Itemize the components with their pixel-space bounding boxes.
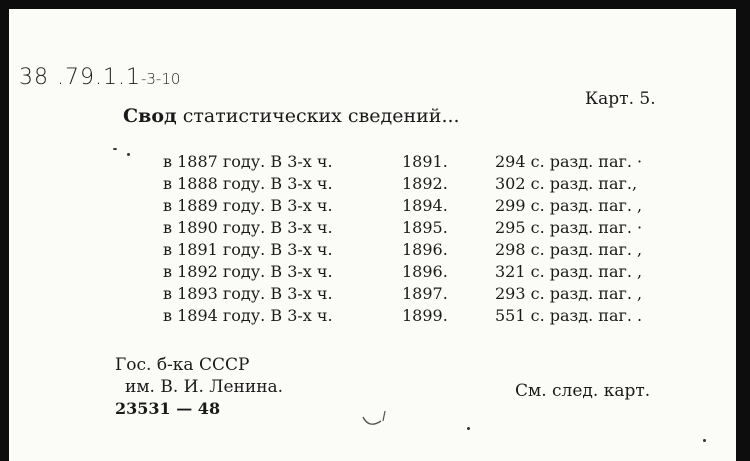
catalog-card: [9, 9, 736, 461]
volume-pages: 551 с. разд. паг. .: [495, 306, 643, 325]
volume-desc: в 1894 году. В 3-х ч.: [163, 306, 333, 325]
library-named-after: им. В. И. Ленина.: [125, 377, 284, 397]
volume-year: 1896.: [402, 262, 448, 281]
volume-desc: в 1888 году. В 3-х ч.: [163, 174, 333, 193]
scan-border-top: [0, 0, 728, 9]
volume-pages: 293 с. разд. паг. ,: [495, 284, 643, 303]
volume-year: 1899.: [402, 306, 448, 325]
scan-speck: [127, 153, 130, 156]
call-number: [19, 65, 180, 90]
volume-desc: в 1889 году. В 3-х ч.: [163, 196, 333, 215]
volume-year: 1895.: [402, 218, 448, 237]
volume-row: [9, 284, 749, 306]
scan-speck: [467, 427, 470, 430]
volume-pages: 299 с. разд. паг. ,: [495, 196, 643, 215]
title-rest: статистических сведений...: [182, 105, 460, 127]
see-next-card: См. след. карт.: [515, 381, 651, 401]
call-number-main: 38 .79.1.1: [19, 65, 141, 90]
volume-desc: в 1893 году. В 3-х ч.: [163, 284, 333, 303]
volume-year: 1892.: [402, 174, 448, 193]
volume-row: [9, 306, 749, 328]
volume-row: [9, 152, 749, 174]
volume-year: 1897.: [402, 284, 448, 303]
scan-speck: [703, 439, 706, 442]
volume-desc: в 1892 году. В 3-х ч.: [163, 262, 333, 281]
card-number: Карт. 5.: [585, 89, 656, 109]
volume-pages: 294 с. разд. паг. ·: [495, 152, 643, 171]
scan-border-left: [0, 0, 9, 461]
volume-row: [9, 218, 749, 240]
volume-row: [9, 174, 749, 196]
volume-desc: в 1891 году. В 3-х ч.: [163, 240, 333, 259]
library-name: Гос. б-ка СССР: [115, 355, 250, 375]
volume-pages: 298 с. разд. паг. ,: [495, 240, 643, 259]
volume-row: [9, 240, 749, 262]
volume-pages: 295 с. разд. паг. ·: [495, 218, 643, 237]
volume-pages: 302 с. разд. паг.,: [495, 174, 638, 193]
volume-desc: в 1890 году. В 3-х ч.: [163, 218, 333, 237]
volume-row: [9, 262, 749, 284]
card-title: [123, 105, 460, 127]
title-lead: Свод: [123, 105, 177, 127]
library-card-code: 23531 — 48: [115, 399, 221, 418]
volume-pages: 321 с. разд. паг. ,: [495, 262, 643, 281]
volume-row: [9, 196, 749, 218]
volume-year: 1894.: [402, 196, 448, 215]
pencil-mark-icon: [359, 407, 399, 433]
volume-year: 1896.: [402, 240, 448, 259]
call-number-suffix: -3-10: [140, 70, 181, 88]
library-stamp: [115, 354, 283, 420]
volume-year: 1891.: [402, 152, 448, 171]
volume-desc: в 1887 году. В 3-х ч.: [163, 152, 333, 171]
scan-speck: [113, 148, 117, 150]
